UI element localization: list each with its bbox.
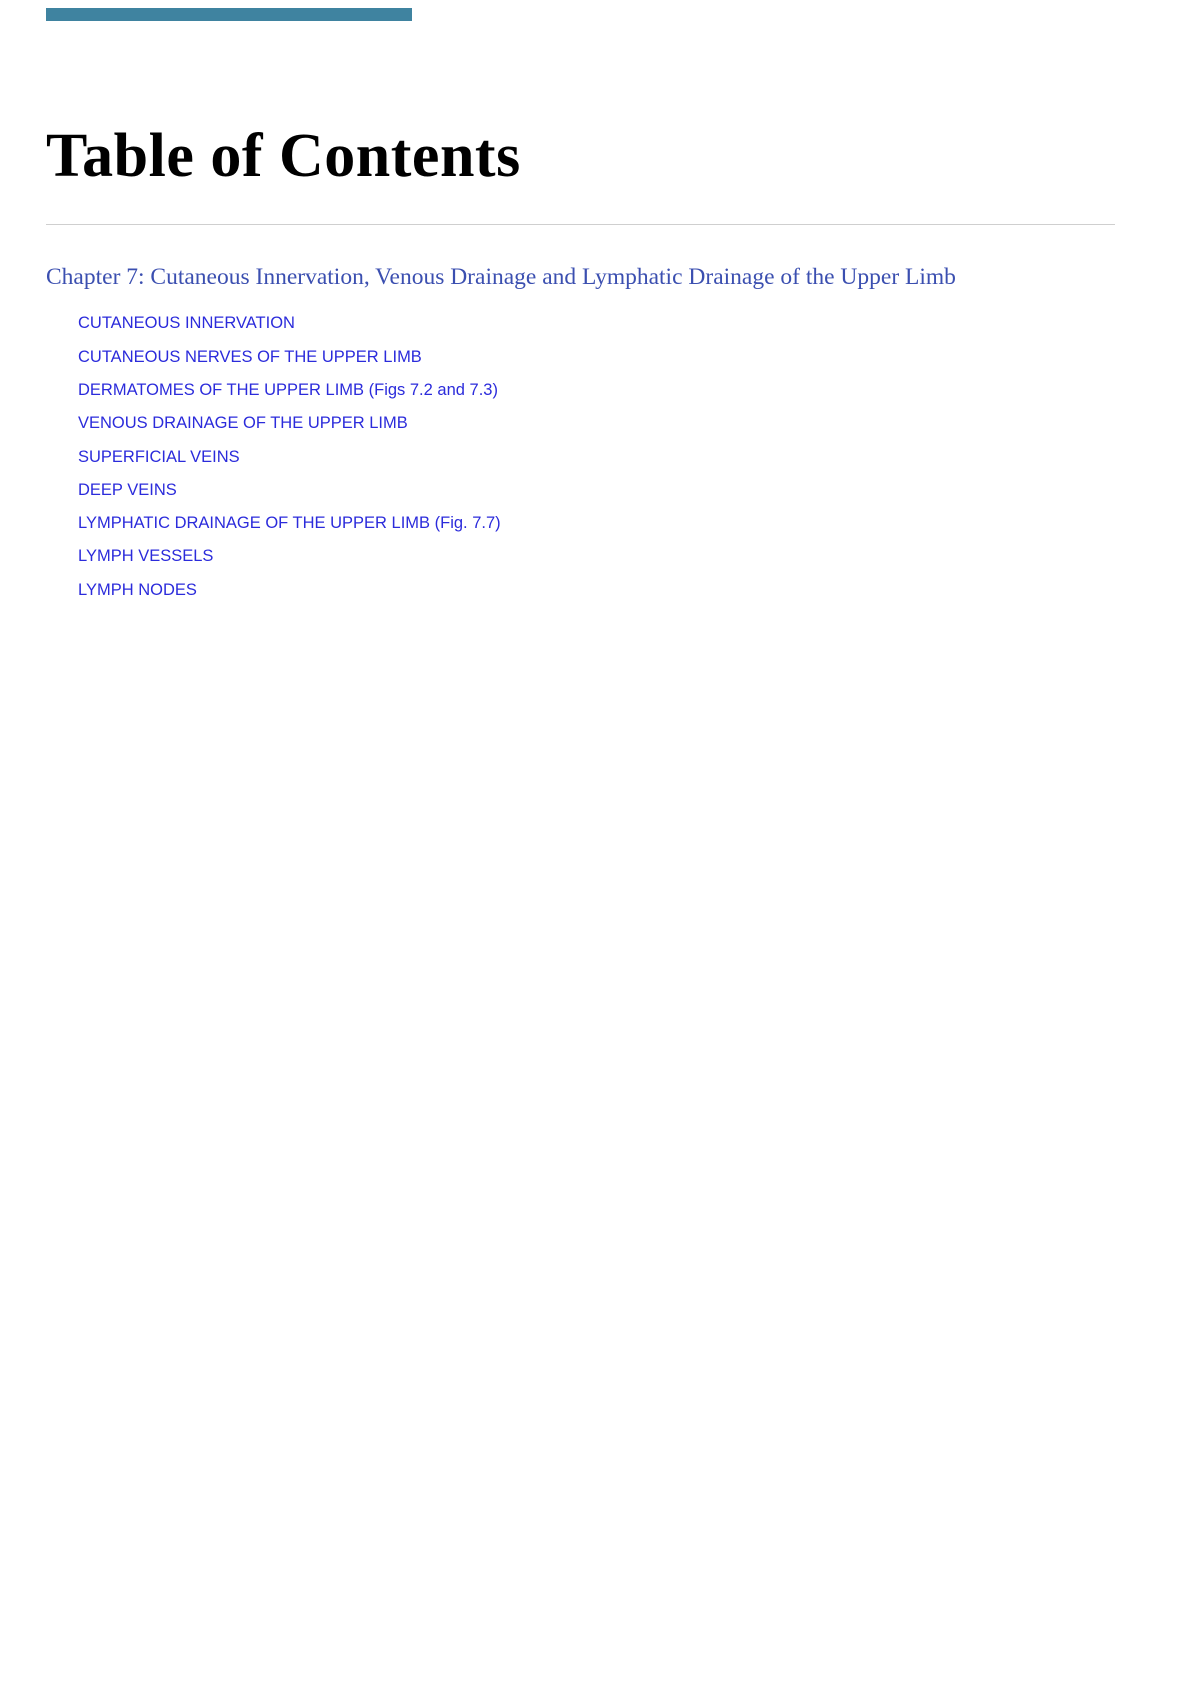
toc-section-list [46, 307, 1116, 607]
list-item [78, 307, 1116, 340]
title-divider [46, 224, 1115, 225]
toc-chapter-link[interactable]: Chapter 7: Cutaneous Innervation, Venous Drainage and Lymphatic Drainage of the Upper Limb [46, 264, 956, 290]
toc-section-link[interactable]: LYMPH NODES [78, 580, 197, 599]
list-item [78, 507, 1116, 540]
toc-content [46, 122, 1116, 607]
toc-section-link[interactable]: CUTANEOUS NERVES OF THE UPPER LIMB [78, 347, 422, 366]
list-item [78, 407, 1116, 440]
toc-section-link[interactable]: LYMPH VESSELS [78, 547, 214, 566]
list-item [78, 374, 1116, 407]
accent-bar [46, 8, 412, 21]
list-item [78, 574, 1116, 607]
toc-section-link[interactable]: LYMPHATIC DRAINAGE OF THE UPPER LIMB (Fig. 7.7) [78, 514, 501, 533]
list-item [78, 540, 1116, 573]
toc-section-link[interactable]: DERMATOMES OF THE UPPER LIMB (Figs 7.2 and 7.3) [78, 380, 498, 399]
page-title: Table of Contents [46, 122, 521, 190]
toc-section-link[interactable]: SUPERFICIAL VEINS [78, 447, 240, 466]
toc-section-link[interactable]: VENOUS DRAINAGE OF THE UPPER LIMB [78, 414, 408, 433]
toc-section-link[interactable]: CUTANEOUS INNERVATION [78, 314, 295, 333]
list-item [78, 474, 1116, 507]
list-item [78, 441, 1116, 474]
toc-section-link[interactable]: DEEP VEINS [78, 480, 177, 499]
list-item [78, 341, 1116, 374]
